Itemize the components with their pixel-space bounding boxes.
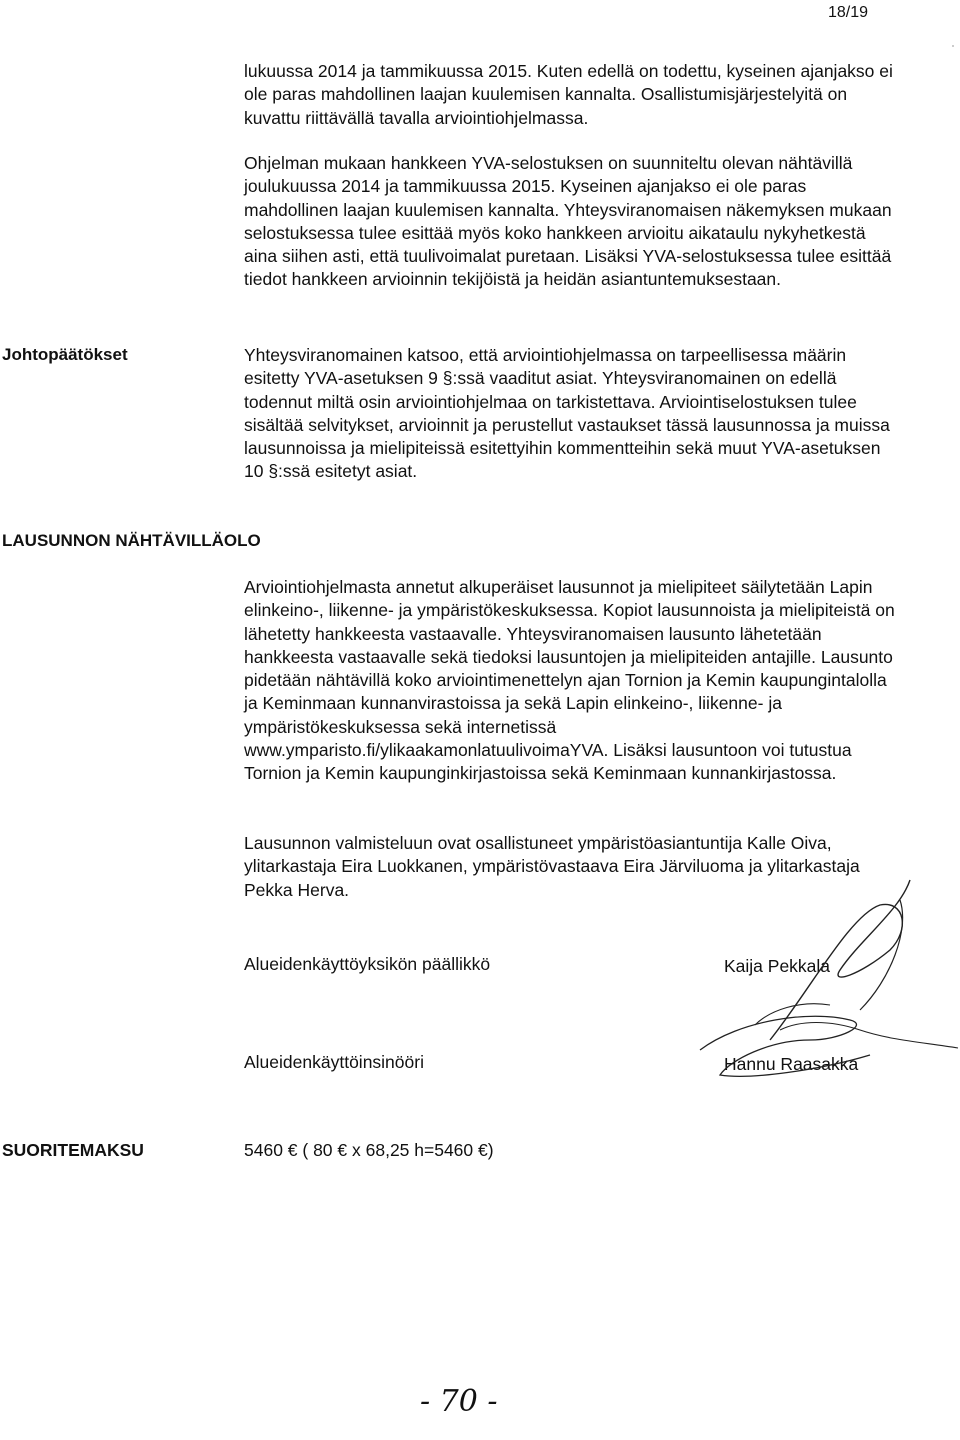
page-number: 18/19 <box>827 4 868 21</box>
corner-mark <box>930 0 960 50</box>
paragraph-consultation-schedule: lukuussa 2014 ja tammikuussa 2015. Kuten edellä on todettu, kyseinen ajanjakso ei ole paras mahdollinen laajan kuulemisen kannalta. Osallistumisjärjestelyitä on kuvattu riittävällä tavalla arviointiohjelmassa. <box>244 61 893 128</box>
signatory-name-engineer: Hannu Raasakka <box>724 1054 859 1074</box>
signatory-name-head-of-unit: Kaija Pekkala <box>724 956 831 976</box>
heading-conclusions: Johtopäätökset <box>2 345 128 364</box>
paragraph-conclusions: Yhteysviranomainen katsoo, että arviointiohjelmassa on tarpeellisessa määrin esitetty YVA-asetuksen 9 §:ssä vaaditut asiat. Yhteysviranomainen on edellä todennut miltä osin arviointiohjelmaa on tarkistettava. Arviointiselostuksen tulee sisältää selvitykset, arvioinnit ja perustellut vastaukset tässä lausunnossa ja muissa lausunnoissa ja mielipiteissä esitettyihin kommentteihin sekä muut YVA-asetuksen 10 §:ssä esitetyt asiat. <box>244 345 890 482</box>
fee-value: 5460 € ( 80 € x 68,25 h=5460 €) <box>244 1140 494 1160</box>
paragraph-eia-report-timing: Ohjelman mukaan hankkeen YVA-selostuksen on suunniteltu olevan nähtävillä joulukuussa 2014 ja tammikuussa 2015. Kyseinen ajanjakso ei ole paras mahdollinen laajan kuulemisen kannalta. Yhteysviranomaisen näkemyksen mukaan selostuksessa tulee esittää myös koko hankkeen arvioitu aikataulu nykyhetkestä aina siihen asti, että tuulivoimalat puretaan. Lisäksi YVA-selostuksessa tulee esittää tiedot hankkeen arvioinnin tekijöistä ja heidän asiantuntemuksestaan. <box>244 153 892 290</box>
paragraph-contributors: Lausunnon valmisteluun ovat osallistuneet ympäristöasiantuntija Kalle Oiva, ylitarkastaja Eira Luokkanen, ympäristövastaava Eira Järviluoma ja ylitarkastaja Pekka Herva. <box>244 833 860 900</box>
paragraph-availability: Arviointiohjelmasta annetut alkuperäiset lausunnot ja mielipiteet säilytetään Lapin elinkeino-, liikenne- ja ympäristökeskuksessa. Kopiot lausunnoista ja mielipiteistä on lähetetty hankkeesta vastaavalle. Yhteysviranomaisen lausunto lähetetään hankkeesta vastaavalle sekä tiedoksi lausuntojen ja mielipiteiden antajille. Lausunto pidetään nähtävillä koko arviointimenettelyn ajan Tornion ja Kemin kaupungintalolla ja Keminmaan kunnanvirastoissa ja sekä Lapin elinkeino-, liikenne- ja ympäristökeskuksessa sekä internetissä www.ymparisto.fi/ylikaakamonlatuulivoimaYVA. Lisäksi lausuntoon voi tutustua Tornion ja Kemin kaupunginkirjastoissa sekä Keminmaan kunnankirjastossa. <box>244 577 895 784</box>
signatory-role-head-of-unit: Alueidenkäyttöyksikön päällikkö <box>244 954 491 974</box>
heading-availability: LAUSUNNON NÄHTÄVILLÄOLO <box>2 531 261 550</box>
signatory-role-engineer: Alueidenkäyttöinsinööri <box>244 1052 424 1072</box>
handwritten-page-stamp: - 70 - <box>420 1384 498 1419</box>
handwritten-signature-icon <box>660 870 960 1090</box>
fee-label: SUORITEMAKSU <box>2 1140 144 1160</box>
